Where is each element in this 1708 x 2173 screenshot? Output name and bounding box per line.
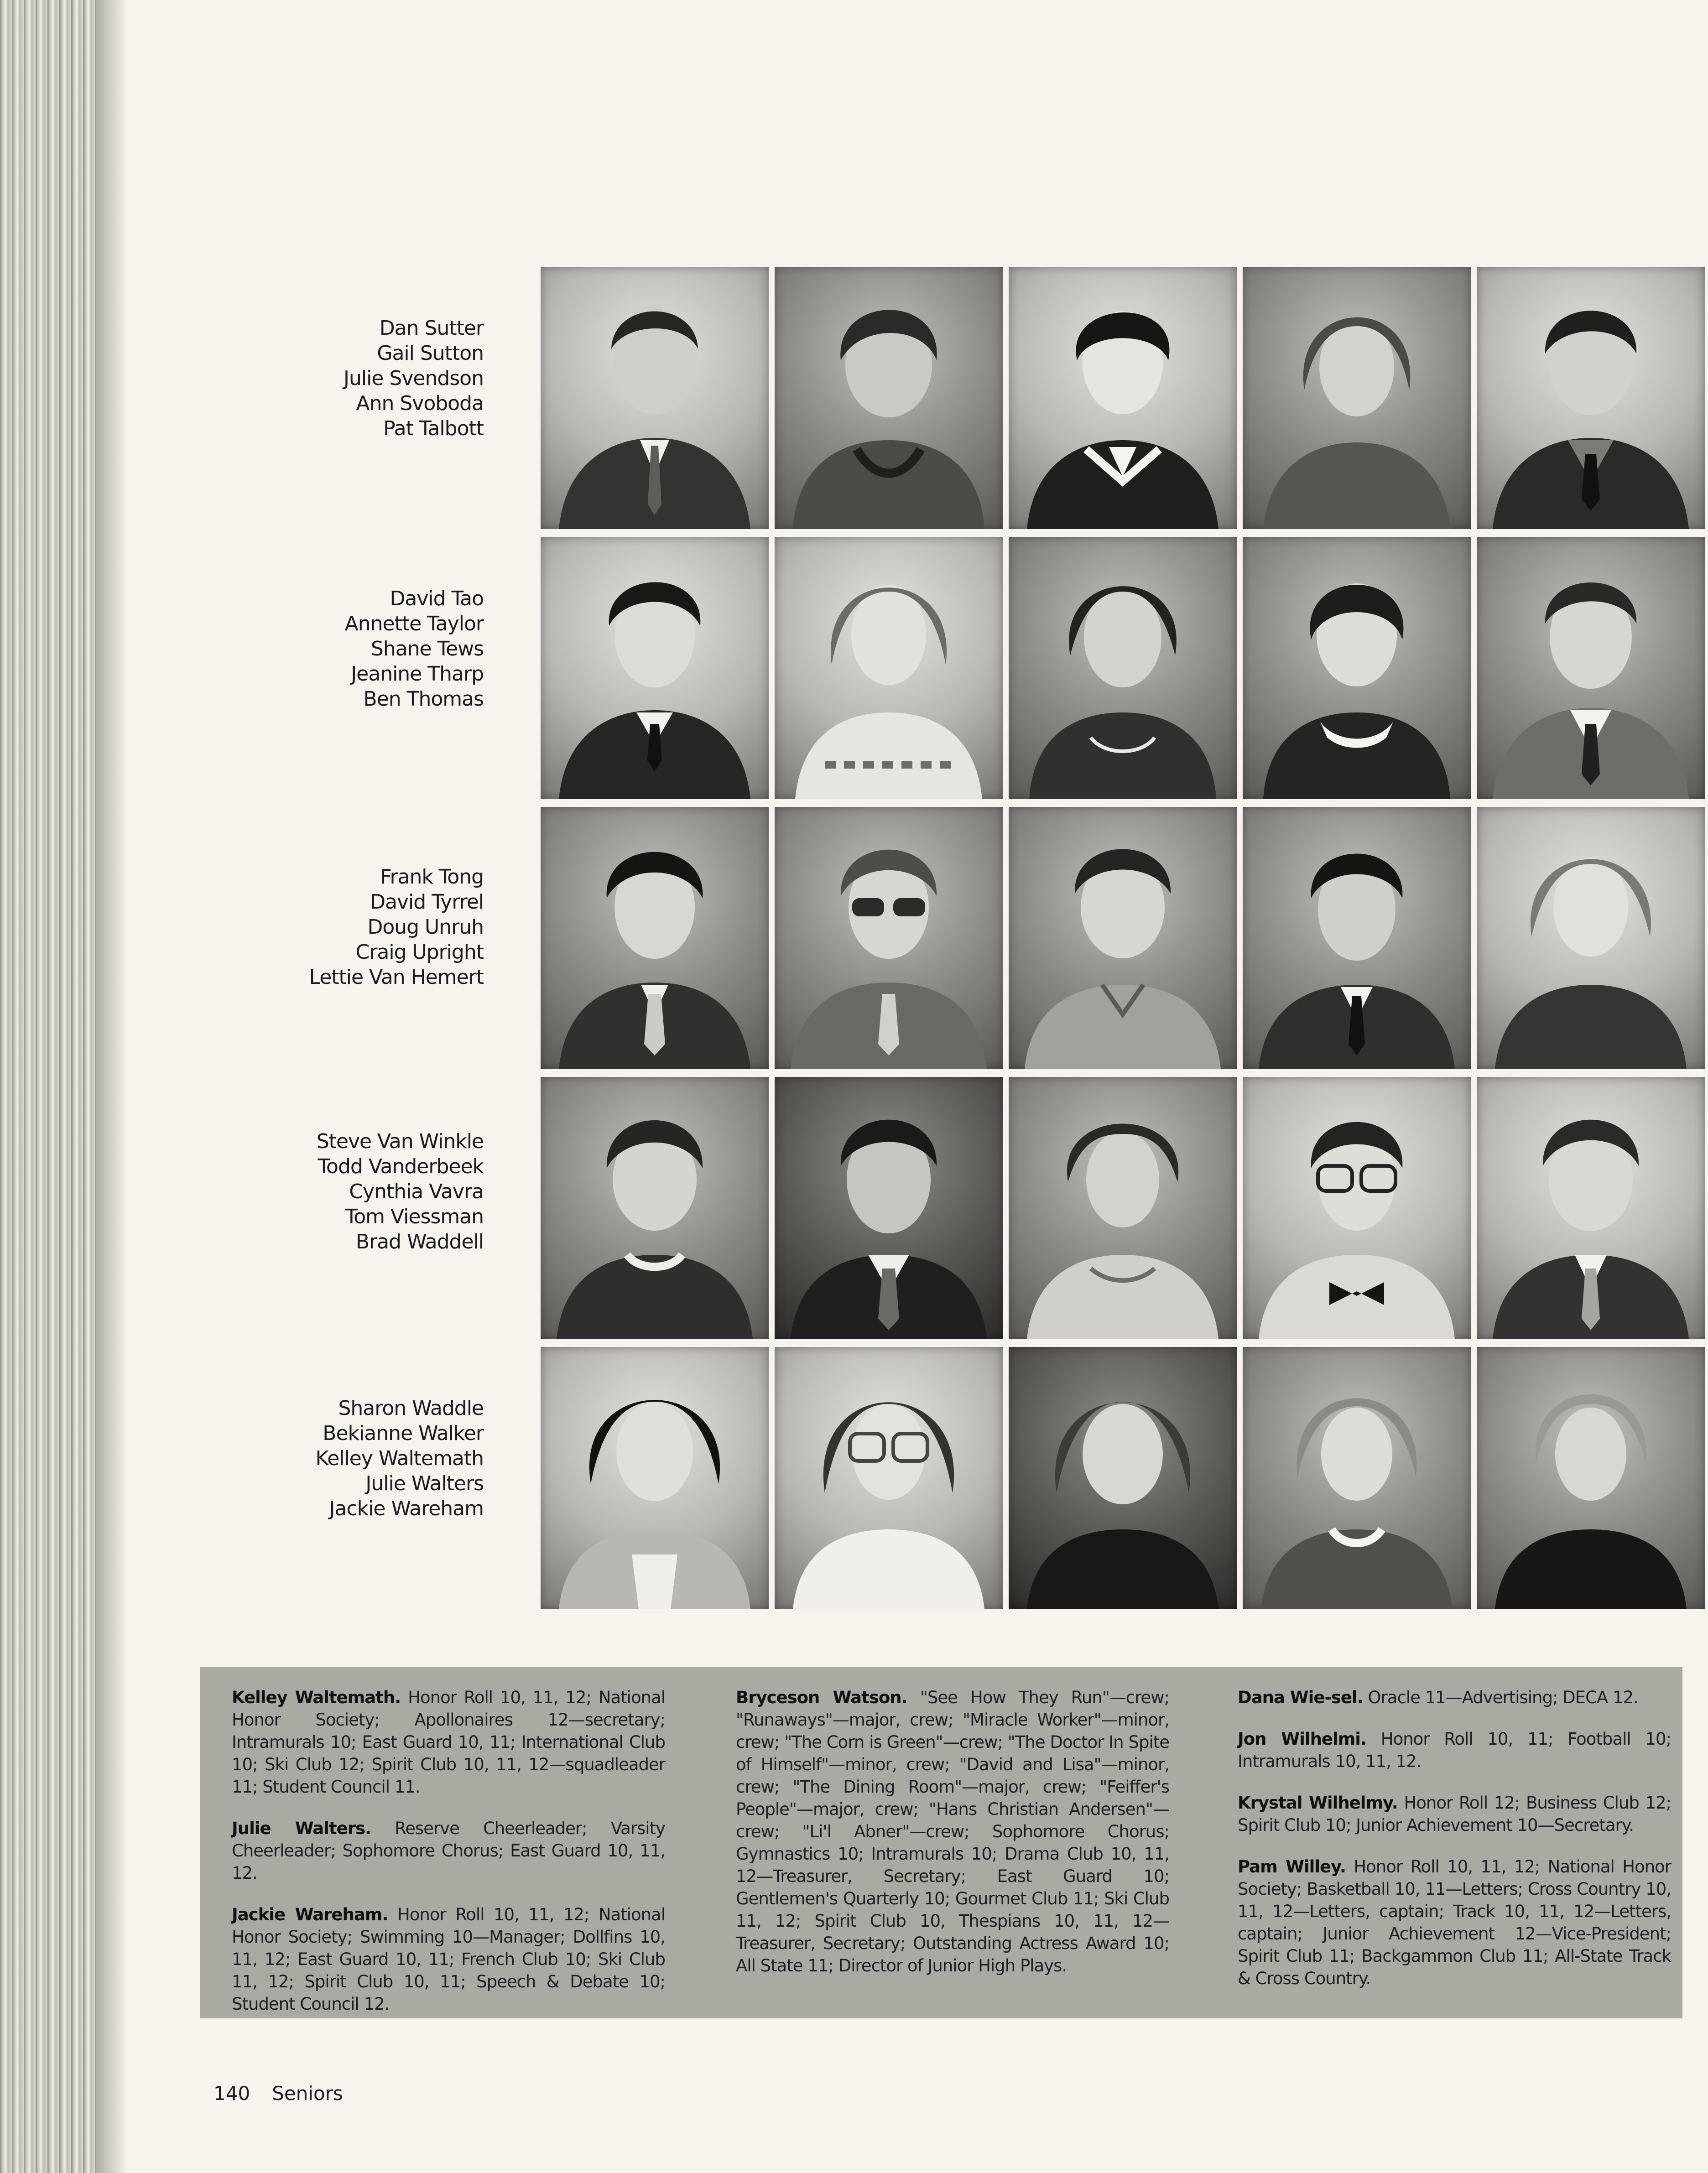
student-portrait: [775, 1077, 1003, 1339]
biography-name: Pam Willey.: [1238, 1857, 1346, 1877]
student-name: Julie Walters: [365, 1472, 484, 1495]
student-portrait: [541, 1347, 769, 1609]
student-portrait: [1477, 1347, 1705, 1609]
student-name: Shane Tews: [370, 637, 484, 660]
student-portrait: [1243, 807, 1471, 1069]
student-name: Jeanine Tharp: [351, 662, 484, 686]
student-portrait: [1243, 537, 1471, 799]
student-portrait: [1009, 267, 1237, 529]
biography-name: Jon Wilhelmi.: [1238, 1729, 1366, 1749]
student-name: Annette Taylor: [344, 612, 484, 635]
student-name: Julie Svendson: [344, 367, 484, 390]
student-name: Pat Talbott: [383, 417, 484, 440]
student-biography: [232, 1903, 665, 2015]
section-name: Seniors: [272, 2082, 343, 2105]
student-portrait: [775, 1347, 1003, 1609]
biography-text: Reserve Cheerleader; Varsity Cheerleader; Sophomore Chorus; East Guard 10, 11, 12.: [232, 1819, 665, 1883]
student-biography: [736, 1686, 1169, 1977]
student-portrait: [1243, 267, 1471, 529]
name-list-row-5: [255, 1396, 484, 1521]
student-name: Dan Sutter: [379, 317, 484, 340]
student-portrait: [775, 537, 1003, 799]
student-biography: [1238, 1792, 1671, 1836]
student-name: Lettie Van Hemert: [309, 966, 484, 989]
binding-shadow: [96, 0, 128, 2173]
biography-name: Julie Walters.: [232, 1819, 371, 1838]
student-name: Craig Upright: [355, 941, 484, 964]
name-list-row-2: [255, 586, 484, 712]
student-name: Todd Vanderbeek: [318, 1155, 484, 1178]
page-binding-edge: [0, 0, 96, 2173]
biography-column-3: [1238, 1686, 1671, 2009]
student-portrait: [541, 1077, 769, 1339]
biography-text: Honor Roll 12; Business Club 12; Spirit Club 10; Junior Achievement 10—Secretary.: [1238, 1793, 1671, 1835]
student-portrait: [1243, 1347, 1471, 1609]
student-biography: [1238, 1686, 1671, 1709]
student-name: Ann Svoboda: [356, 392, 484, 415]
biography-text: Honor Roll 10, 11; Football 10; Intramurals 10, 11, 12.: [1238, 1729, 1671, 1771]
student-name: Doug Unruh: [367, 915, 484, 939]
student-name: Steve Van Winkle: [316, 1130, 484, 1153]
student-name: Frank Tong: [380, 865, 484, 889]
student-biography: [232, 1817, 665, 1884]
student-portrait: [775, 267, 1003, 529]
student-portrait: [541, 807, 769, 1069]
student-portrait: [775, 807, 1003, 1069]
student-portrait: [1009, 537, 1237, 799]
student-name: Sharon Waddle: [338, 1397, 484, 1420]
page-footer: [214, 2082, 365, 2105]
student-biography: [1238, 1856, 1671, 1990]
student-portrait: [541, 537, 769, 799]
biography-column-1: [232, 1686, 665, 2034]
name-list-row-1: [255, 316, 484, 441]
name-list-row-4: [255, 1129, 484, 1254]
biography-name: Jackie Wareham.: [232, 1905, 388, 1924]
student-portrait: [1477, 267, 1705, 529]
biography-name: Kelley Waltemath.: [232, 1688, 401, 1707]
student-portrait: [1477, 807, 1705, 1069]
student-name: Gail Sutton: [377, 342, 484, 365]
student-name: Cynthia Vavra: [349, 1180, 484, 1203]
name-list-row-3: [255, 864, 484, 990]
biography-text: "See How They Run"—crew; "Runaways"—major, crew; "Miracle Worker"—minor, crew; "The Corn is Green"—crew; "The Doctor In Spite of Himself"—minor, crew; "David and Lisa"—minor, crew; "The Dining Room"—major, crew; "Feiffer's People"—major, crew; "Hans Christian Andersen"—crew; "Li'l Abner"—crew; Sophomore Chorus; Gymnastics 10; Intramurals 10; Drama Club 10, 11, 12—Treasurer, Secretary; East Guard 10; Gentlemen's Quarterly 10; Gourmet Club 11; Ski Club 11, 12; Spirit Club 10, Thespians 10, 11, 12—Treasurer, Secretary; Outstanding Actress Award 10; All State 11; Director of Junior High Plays.: [736, 1688, 1169, 1975]
student-name: Kelley Waltemath: [315, 1447, 484, 1470]
student-portrait: [1009, 1077, 1237, 1339]
biography-text: Oracle 11—Advertising; DECA 12.: [1363, 1688, 1638, 1707]
biography-name: Krystal Wilhelmy.: [1238, 1793, 1398, 1813]
student-name: Bekianne Walker: [323, 1422, 484, 1445]
page-number: 140: [214, 2082, 250, 2105]
student-biography: [232, 1686, 665, 1798]
student-name: David Tyrrel: [370, 890, 484, 914]
biography-column-2: [736, 1686, 1169, 1996]
student-portrait: [1477, 1077, 1705, 1339]
student-name: Jackie Wareham: [329, 1497, 484, 1520]
student-biography: [1238, 1728, 1671, 1773]
biography-panel: [200, 1667, 1682, 2018]
student-name: Tom Viessman: [345, 1205, 484, 1228]
biography-text: Honor Roll 10, 11, 12; National Honor Society; Swimming 10—Manager; Dollfins 10, 11, 12; East Guard 10, 11; French Club 10; Ski Club 11, 12; Spirit Club 10, 11; Speech & Debate 10; Student Council 12.: [232, 1905, 665, 2014]
biography-name: Bryceson Watson.: [736, 1688, 907, 1707]
student-portrait: [1477, 537, 1705, 799]
biography-name: Dana Wie-sel.: [1238, 1688, 1363, 1707]
biography-text: Honor Roll 10, 11, 12; National Honor Society; Basketball 10, 11—Letters; Cross Country 10, 11, 12—Letters, captain; Track 10, 11, 12—Letters, captain; Junior Achievement 12—Vice-President; Spirit Club 11; Backgammon Club 11; All-State Track & Cross Country.: [1238, 1857, 1672, 1988]
student-portrait: [1009, 807, 1237, 1069]
student-name: Ben Thomas: [363, 687, 484, 711]
portrait-grid: [541, 267, 1708, 1622]
student-portrait: [1009, 1347, 1237, 1609]
biography-text: Honor Roll 10, 11, 12; National Honor Society; Apollonaires 12—secretary; Intramurals 10; East Guard 10, 11; International Club 10; Ski Club 12; Spirit Club 10, 11, 12—squadleader 11; Student Council 11.: [232, 1688, 665, 1797]
student-portrait: [541, 267, 769, 529]
student-name: Brad Waddell: [355, 1230, 484, 1253]
student-portrait: [1243, 1077, 1471, 1339]
student-name: David Tao: [390, 587, 484, 610]
